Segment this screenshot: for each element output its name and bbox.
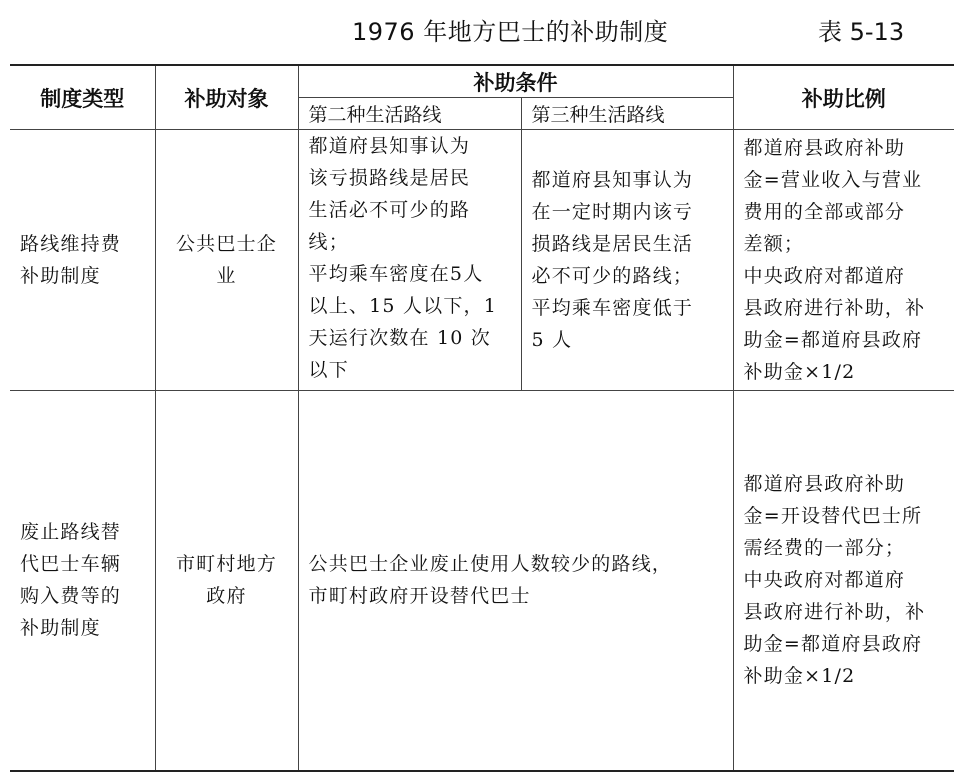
text-line: 业 <box>216 265 237 287</box>
text-line: 公共巴士企 <box>175 233 277 255</box>
text-line: 都道府县政府补助 <box>743 473 906 496</box>
text-line: 生活必不可少的路 <box>308 199 471 221</box>
table-row <box>10 391 954 771</box>
subheader-route2: 第二种生活路线 <box>298 98 521 130</box>
text-line: 补助制度 <box>20 265 101 287</box>
text-line: 差额； <box>743 233 805 255</box>
text-line: 路线维持费 <box>20 233 122 255</box>
row2-condition-cell <box>298 391 733 771</box>
header-row <box>10 65 954 98</box>
row1-ratio-cell <box>733 130 954 391</box>
text-line: 损路线是居民生活 <box>531 233 694 255</box>
text-line: 市町村地方 <box>175 553 277 576</box>
row1-target-cell <box>155 130 298 391</box>
text-line: 公共巴士企业废止使用人数较少的路线， <box>308 553 673 576</box>
text-line: 金=营业收入与营业 <box>743 169 923 191</box>
row1-route2-cell <box>298 130 521 391</box>
text-line: 县政府进行补助，补 <box>743 601 926 624</box>
text-line: 购入费等的 <box>20 585 122 608</box>
text-line: 市町村政府开设替代巴士 <box>308 585 531 608</box>
text-line: 代巴士车辆 <box>20 553 122 576</box>
row2-ratio-cell <box>733 391 954 771</box>
text-line: 在一定时期内该亏 <box>531 201 694 223</box>
text-line: 需经费的一部分； <box>743 537 906 560</box>
text-line: 线； <box>308 231 349 253</box>
text-line: 政府 <box>206 585 247 608</box>
text-line: 以上、15 人以下，1 <box>308 295 498 317</box>
header-ratio: 补助比例 <box>733 65 954 130</box>
text-line: 补助金×1/2 <box>743 361 856 383</box>
table-number: 表 5-13 <box>818 18 905 46</box>
text-line: 平均乘车密度在5人 <box>308 263 484 285</box>
row1-route3-cell <box>521 130 733 391</box>
row1-type-cell <box>10 130 155 391</box>
text-line: 必不可少的路线； <box>531 265 694 287</box>
text-line: 都道府县知事认为 <box>531 169 694 191</box>
text-line: 5 人 <box>531 329 573 351</box>
text-line: 中央政府对都道府 <box>743 569 906 592</box>
text-line: 县政府进行补助，补 <box>743 297 926 319</box>
header-conditions: 补助条件 <box>298 65 733 98</box>
text-line: 补助金×1/2 <box>743 665 856 688</box>
text-line: 废止路线替 <box>20 521 122 544</box>
subsidy-table <box>10 64 954 772</box>
row2-target-cell <box>155 391 298 771</box>
subheader-route3: 第三种生活路线 <box>521 98 733 130</box>
page-title: 1976 年地方巴士的补助制度 <box>352 18 669 46</box>
header-type: 制度类型 <box>10 65 155 130</box>
text-line: 费用的全部或部分 <box>743 201 906 223</box>
text-line: 助金=都道府县政府 <box>743 329 923 351</box>
text-line: 以下 <box>308 359 349 381</box>
text-line: 补助制度 <box>20 617 101 640</box>
text-line: 该亏损路线是居民 <box>308 167 471 189</box>
text-line: 都道府县政府补助 <box>743 137 906 159</box>
header-target: 补助对象 <box>155 65 298 130</box>
text-line: 平均乘车密度低于 <box>531 297 694 319</box>
text-line: 金=开设替代巴士所 <box>743 505 923 528</box>
text-line: 都道府县知事认为 <box>308 135 471 157</box>
table-row <box>10 130 954 391</box>
title-row <box>0 12 970 48</box>
text-line: 助金=都道府县政府 <box>743 633 923 656</box>
text-line: 中央政府对都道府 <box>743 265 906 287</box>
row2-type-cell <box>10 391 155 771</box>
text-line: 天运行次数在 10 次 <box>308 327 491 349</box>
